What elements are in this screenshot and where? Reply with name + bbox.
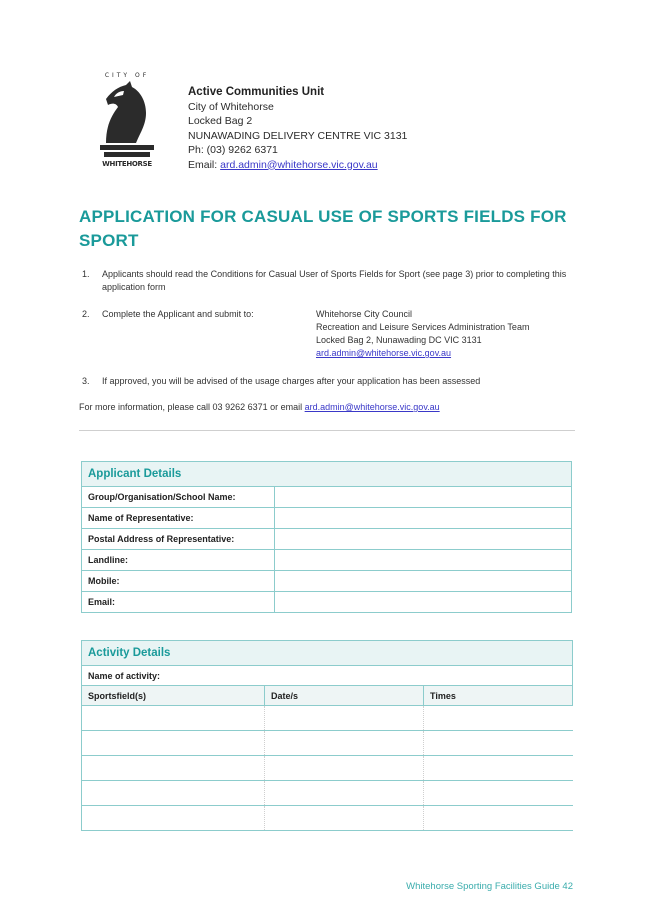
table-row <box>82 756 573 781</box>
activity-name-label[interactable]: Name of activity: <box>82 666 573 686</box>
mobile-field[interactable] <box>275 571 572 592</box>
divider <box>79 430 575 431</box>
sportsfield-cell[interactable] <box>82 756 265 781</box>
date-cell[interactable] <box>265 781 424 806</box>
column-header-times: Times <box>424 686 573 706</box>
phone-line: Ph: (03) 9262 6371 <box>188 144 278 156</box>
more-info-email-link[interactable]: ard.admin@whitehorse.vic.gov.au <box>304 402 440 412</box>
address-line: City of Whitehorse <box>188 100 274 113</box>
times-cell[interactable] <box>424 806 573 831</box>
date-cell[interactable] <box>265 806 424 831</box>
logo-whitehorse: WHITEHORSE <box>102 160 152 168</box>
date-cell[interactable] <box>265 756 424 781</box>
page-title: APPLICATION FOR CASUAL USE OF SPORTS FIELDS FOR SPORT <box>79 207 567 250</box>
unit-name: Active Communities Unit <box>188 86 325 98</box>
column-header-dates: Date/s <box>265 686 424 706</box>
applicant-details-heading: Applicant Details <box>82 462 572 487</box>
times-cell[interactable] <box>424 756 573 781</box>
sportsfield-cell[interactable] <box>82 781 265 806</box>
horse-head-icon <box>100 81 154 159</box>
more-info-text <box>79 402 440 412</box>
page-number: 42 <box>562 881 573 892</box>
submission-email-link[interactable]: ard.admin@whitehorse.vic.gov.au <box>316 348 452 358</box>
address-line: NUNAWADING DELIVERY CENTRE VIC 3131 <box>188 129 408 142</box>
sportsfield-cell[interactable] <box>82 706 265 731</box>
table-row <box>82 706 573 731</box>
field-label: Postal Address of Representative: <box>82 529 275 550</box>
step-text: Complete the Applicant and submit to: <box>102 309 254 319</box>
logo-city-of: CITY OF <box>104 72 150 79</box>
header-email-link[interactable]: ard.admin@whitehorse.vic.gov.au <box>220 158 378 171</box>
times-cell[interactable] <box>424 731 573 756</box>
contact-address-block <box>188 85 407 172</box>
field-label: Landline: <box>82 550 275 571</box>
step-number: 2. <box>82 309 90 319</box>
field-label: Group/Organisation/School Name: <box>82 487 275 508</box>
date-cell[interactable] <box>265 731 424 756</box>
table-row <box>82 731 573 756</box>
more-info-label: For more information, please call 03 9262 6371 or email <box>79 402 305 412</box>
step-number: 3. <box>82 376 90 386</box>
date-cell[interactable] <box>265 706 424 731</box>
whitehorse-logo <box>96 72 158 174</box>
step-text: Applicants should read the Conditions for Casual User of Sports Fields for Sport (see page 3) prior to completing this application form <box>102 269 567 292</box>
group-name-field[interactable] <box>275 487 572 508</box>
step-number: 1. <box>82 269 90 279</box>
address-line: Locked Bag 2 <box>188 115 253 127</box>
representative-name-field[interactable] <box>275 508 572 529</box>
submission-address <box>316 308 529 360</box>
submission-line: Whitehorse City Council <box>316 309 413 319</box>
footer-guide-title: Whitehorse Sporting Facilities Guide <box>406 881 560 892</box>
submission-line: Locked Bag 2, Nunawading DC VIC 3131 <box>316 335 482 345</box>
sportsfield-cell[interactable] <box>82 731 265 756</box>
table-row <box>82 806 573 831</box>
applicant-details-table <box>81 461 572 613</box>
times-cell[interactable] <box>424 706 573 731</box>
field-label: Mobile: <box>82 571 275 592</box>
table-row <box>82 781 573 806</box>
postal-address-field[interactable] <box>275 529 572 550</box>
step-text: If approved, you will be advised of the usage charges after your application has been assessed <box>102 376 481 386</box>
times-cell[interactable] <box>424 781 573 806</box>
landline-field[interactable] <box>275 550 572 571</box>
email-field[interactable] <box>275 592 572 613</box>
activity-details-heading: Activity Details <box>82 641 573 666</box>
field-label: Name of Representative: <box>82 508 275 529</box>
sportsfield-cell[interactable] <box>82 806 265 831</box>
email-line <box>188 158 407 173</box>
field-label: Email: <box>82 592 275 613</box>
submission-line: Recreation and Leisure Services Administration Team <box>316 322 530 332</box>
email-label: Email: <box>188 158 218 171</box>
page-footer <box>406 881 573 892</box>
column-header-sportsfields: Sportsfield(s) <box>82 686 265 706</box>
activity-details-table <box>81 640 573 831</box>
